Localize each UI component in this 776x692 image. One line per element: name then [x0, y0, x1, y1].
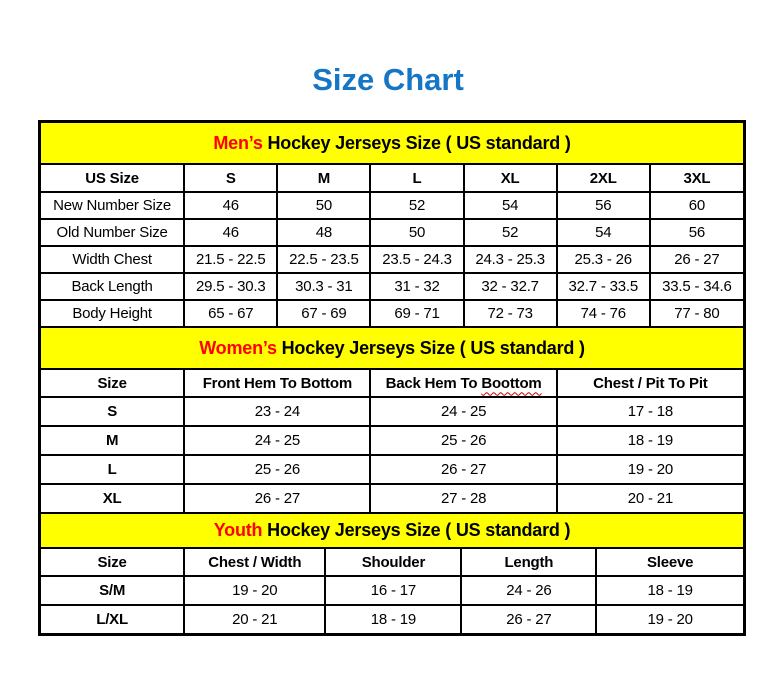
value-cell: 30.3 - 31 [277, 273, 370, 300]
table-row [41, 455, 743, 484]
value-cell: 27 - 28 [370, 484, 556, 513]
size-chart-box [38, 120, 746, 636]
column-header-cell-back-hem [370, 369, 556, 397]
value-cell: 32.7 - 33.5 [557, 273, 650, 300]
value-cell: 24 - 26 [461, 576, 596, 605]
value-cell: 23.5 - 24.3 [370, 246, 463, 273]
row-label-cell: L/XL [41, 605, 184, 633]
table-row [41, 484, 743, 513]
value-cell: 56 [557, 192, 650, 219]
youth-title-rest: Hockey Jerseys Size ( US standard ) [262, 520, 571, 540]
youth-size-table [41, 547, 743, 633]
column-header-cell: 3XL [650, 164, 743, 192]
row-label-cell: Width Chest [41, 246, 184, 273]
youth-header-row [41, 548, 743, 576]
womens-header-row [41, 369, 743, 397]
value-cell: 19 - 20 [557, 455, 743, 484]
column-header-cell: US Size [41, 164, 184, 192]
column-header-cell: Sleeve [596, 548, 743, 576]
column-header-cell: Length [461, 548, 596, 576]
womens-section-header [41, 328, 743, 368]
youth-highlight-label: Youth [213, 520, 263, 540]
value-cell: 29.5 - 30.3 [184, 273, 277, 300]
column-header-cell: Size [41, 369, 184, 397]
mens-header-row [41, 164, 743, 192]
mens-section-header [41, 123, 743, 163]
mens-highlight-label: Men’s [213, 132, 263, 153]
value-cell: 50 [370, 219, 463, 246]
value-cell: 25.3 - 26 [557, 246, 650, 273]
column-header-cell: M [277, 164, 370, 192]
table-row [41, 576, 743, 605]
value-cell: 24.3 - 25.3 [464, 246, 557, 273]
table-row [41, 192, 743, 219]
value-cell: 54 [557, 219, 650, 246]
row-label-cell: S [41, 397, 184, 426]
column-header-cell: Front Hem To Bottom [184, 369, 370, 397]
value-cell: 20 - 21 [184, 605, 325, 633]
value-cell: 26 - 27 [370, 455, 556, 484]
value-cell: 26 - 27 [184, 484, 370, 513]
value-cell: 25 - 26 [370, 426, 556, 455]
value-cell: 31 - 32 [370, 273, 463, 300]
value-cell: 50 [277, 192, 370, 219]
value-cell: 46 [184, 219, 277, 246]
table-row [41, 397, 743, 426]
column-header-cell: S [184, 164, 277, 192]
youth-section-header [41, 514, 743, 547]
table-row [41, 219, 743, 246]
value-cell: 67 - 69 [277, 300, 370, 327]
value-cell: 24 - 25 [370, 397, 556, 426]
row-label-cell: XL [41, 484, 184, 513]
value-cell: 69 - 71 [370, 300, 463, 327]
row-label-cell: S/M [41, 576, 184, 605]
value-cell: 54 [464, 192, 557, 219]
column-header-cell: Chest / Pit To Pit [557, 369, 743, 397]
column-header-cell: Shoulder [325, 548, 461, 576]
table-row [41, 300, 743, 327]
value-cell: 72 - 73 [464, 300, 557, 327]
table-row [41, 273, 743, 300]
value-cell: 26 - 27 [461, 605, 596, 633]
value-cell: 19 - 20 [596, 605, 743, 633]
value-cell: 52 [464, 219, 557, 246]
column-header-cell: Chest / Width [184, 548, 325, 576]
back-hem-text: Back Hem To [385, 374, 482, 392]
mens-size-table [41, 163, 743, 328]
page-title: Size Chart [312, 62, 464, 97]
row-label-cell: Body Height [41, 300, 184, 327]
table-row [41, 605, 743, 633]
value-cell: 17 - 18 [557, 397, 743, 426]
value-cell: 25 - 26 [184, 455, 370, 484]
value-cell: 23 - 24 [184, 397, 370, 426]
row-label-cell: Back Length [41, 273, 184, 300]
value-cell: 60 [650, 192, 743, 219]
table-row [41, 426, 743, 455]
table-row [41, 246, 743, 273]
value-cell: 26 - 27 [650, 246, 743, 273]
value-cell: 65 - 67 [184, 300, 277, 327]
womens-title-rest: Hockey Jerseys Size ( US standard ) [276, 337, 585, 358]
value-cell: 20 - 21 [557, 484, 743, 513]
row-label-cell: M [41, 426, 184, 455]
column-header-cell: XL [464, 164, 557, 192]
misspelled-word-squiggle: Boottom [481, 374, 542, 392]
value-cell: 24 - 25 [184, 426, 370, 455]
womens-size-table [41, 368, 743, 514]
column-header-cell: 2XL [557, 164, 650, 192]
row-label-cell: Old Number Size [41, 219, 184, 246]
value-cell: 52 [370, 192, 463, 219]
value-cell: 74 - 76 [557, 300, 650, 327]
value-cell: 18 - 19 [557, 426, 743, 455]
column-header-cell: Size [41, 548, 184, 576]
value-cell: 48 [277, 219, 370, 246]
value-cell: 77 - 80 [650, 300, 743, 327]
value-cell: 33.5 - 34.6 [650, 273, 743, 300]
value-cell: 16 - 17 [325, 576, 461, 605]
row-label-cell: New Number Size [41, 192, 184, 219]
mens-title-rest: Hockey Jerseys Size ( US standard ) [262, 132, 571, 153]
column-header-cell: L [370, 164, 463, 192]
value-cell: 22.5 - 23.5 [277, 246, 370, 273]
value-cell: 19 - 20 [184, 576, 325, 605]
womens-highlight-label: Women’s [199, 337, 277, 358]
value-cell: 21.5 - 22.5 [184, 246, 277, 273]
value-cell: 18 - 19 [596, 576, 743, 605]
value-cell: 32 - 32.7 [464, 273, 557, 300]
value-cell: 56 [650, 219, 743, 246]
value-cell: 46 [184, 192, 277, 219]
value-cell: 18 - 19 [325, 605, 461, 633]
row-label-cell: L [41, 455, 184, 484]
